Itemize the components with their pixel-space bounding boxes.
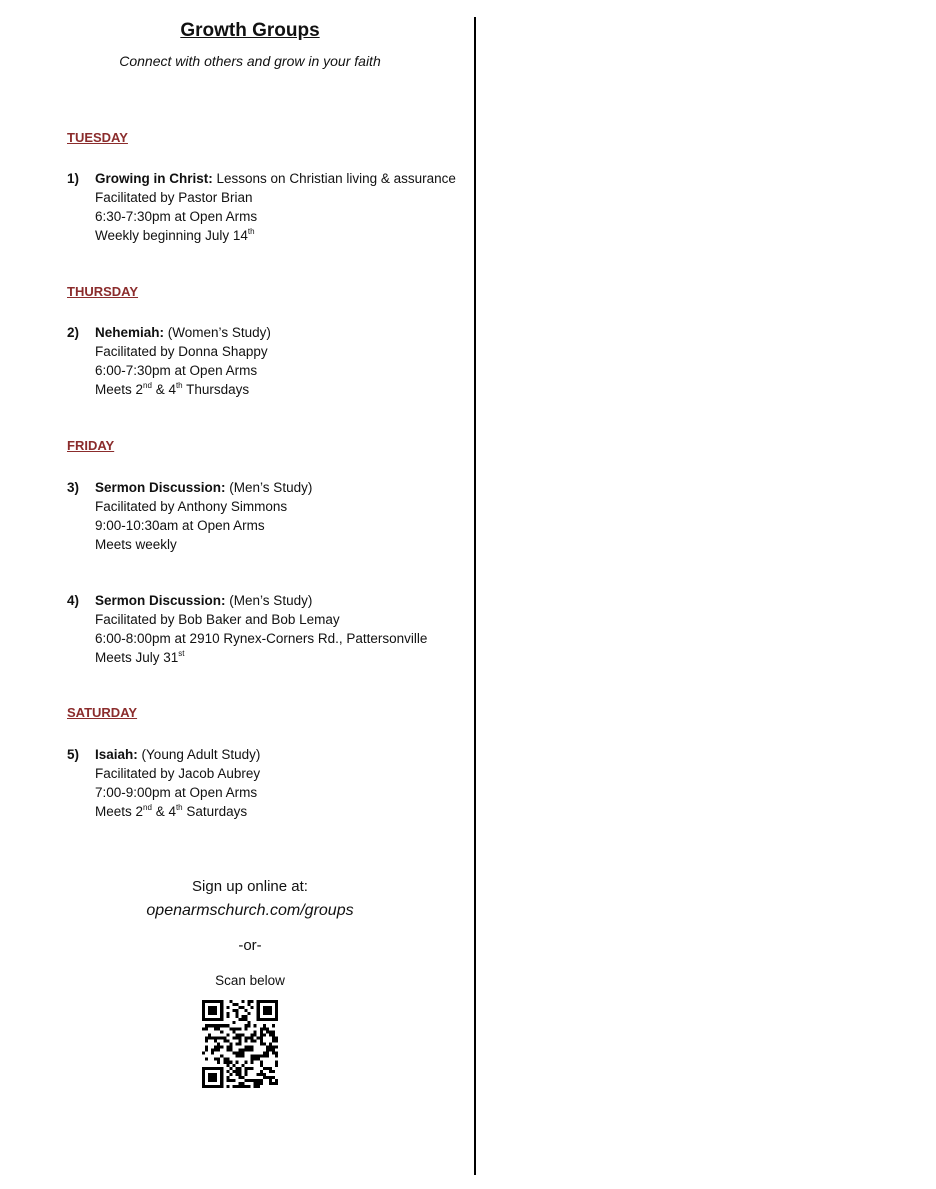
qr-code-icon[interactable] — [202, 999, 278, 1089]
group-time: 6:00-7:30pm at Open Arms — [95, 363, 258, 378]
group-time: 6:00-8:00pm at 2910 Rynex-Corners Rd., Pattersonville — [95, 631, 428, 646]
group-name: Growing in Christ: — [95, 171, 213, 186]
group-time: 6:30-7:30pm at Open Arms — [95, 209, 258, 224]
group-facilitator: Facilitated by Anthony Simmons — [95, 499, 288, 514]
day-heading-tuesday: TUESDAY — [67, 130, 128, 145]
group-number: 2) — [67, 325, 80, 340]
group-number: 5) — [67, 747, 80, 762]
group-number: 1) — [67, 171, 80, 186]
group-facilitator: Facilitated by Donna Shappy — [95, 344, 268, 359]
group-description: (Men’s Study) — [229, 480, 313, 495]
group-name: Sermon Discussion: — [95, 593, 226, 608]
group-number: 4) — [67, 593, 80, 608]
group-schedule: Weekly beginning July 14th — [95, 227, 255, 243]
group-number: 3) — [67, 480, 80, 495]
or-separator: -or- — [238, 937, 262, 954]
column-divider — [474, 17, 476, 1175]
page-subtitle: Connect with others and grow in your faith — [119, 53, 381, 69]
group-schedule: Meets July 31st — [95, 649, 185, 665]
group-schedule: Meets 2nd & 4th Thursdays — [95, 381, 250, 397]
page-title: Growth Groups — [180, 20, 320, 41]
group-name: Nehemiah: — [95, 325, 165, 340]
group-time: 7:00-9:00pm at Open Arms — [95, 785, 258, 800]
group-name: Isaiah: — [95, 747, 138, 762]
group-description: Lessons on Christian living & assurance — [216, 171, 456, 186]
group-description: (Men’s Study) — [229, 593, 313, 608]
day-heading-friday: FRIDAY — [67, 438, 115, 453]
group-schedule: Meets weekly — [95, 537, 177, 552]
group-description: (Women’s Study) — [167, 325, 271, 340]
group-time: 9:00-10:30am at Open Arms — [95, 518, 265, 533]
day-heading-saturday: SATURDAY — [67, 705, 138, 720]
signup-url-link[interactable]: openarmschurch.com/groups — [146, 902, 354, 919]
group-facilitator: Facilitated by Jacob Aubrey — [95, 766, 261, 781]
group-facilitator: Facilitated by Pastor Brian — [95, 190, 253, 205]
group-description: (Young Adult Study) — [141, 747, 261, 762]
group-facilitator: Facilitated by Bob Baker and Bob Lemay — [95, 612, 340, 627]
group-schedule: Meets 2nd & 4th Saturdays — [95, 803, 248, 819]
day-heading-thursday: THURSDAY — [67, 284, 139, 299]
group-name: Sermon Discussion: — [95, 480, 226, 495]
scan-instruction: Scan below — [215, 973, 285, 988]
signup-label: Sign up online at: — [192, 878, 308, 895]
